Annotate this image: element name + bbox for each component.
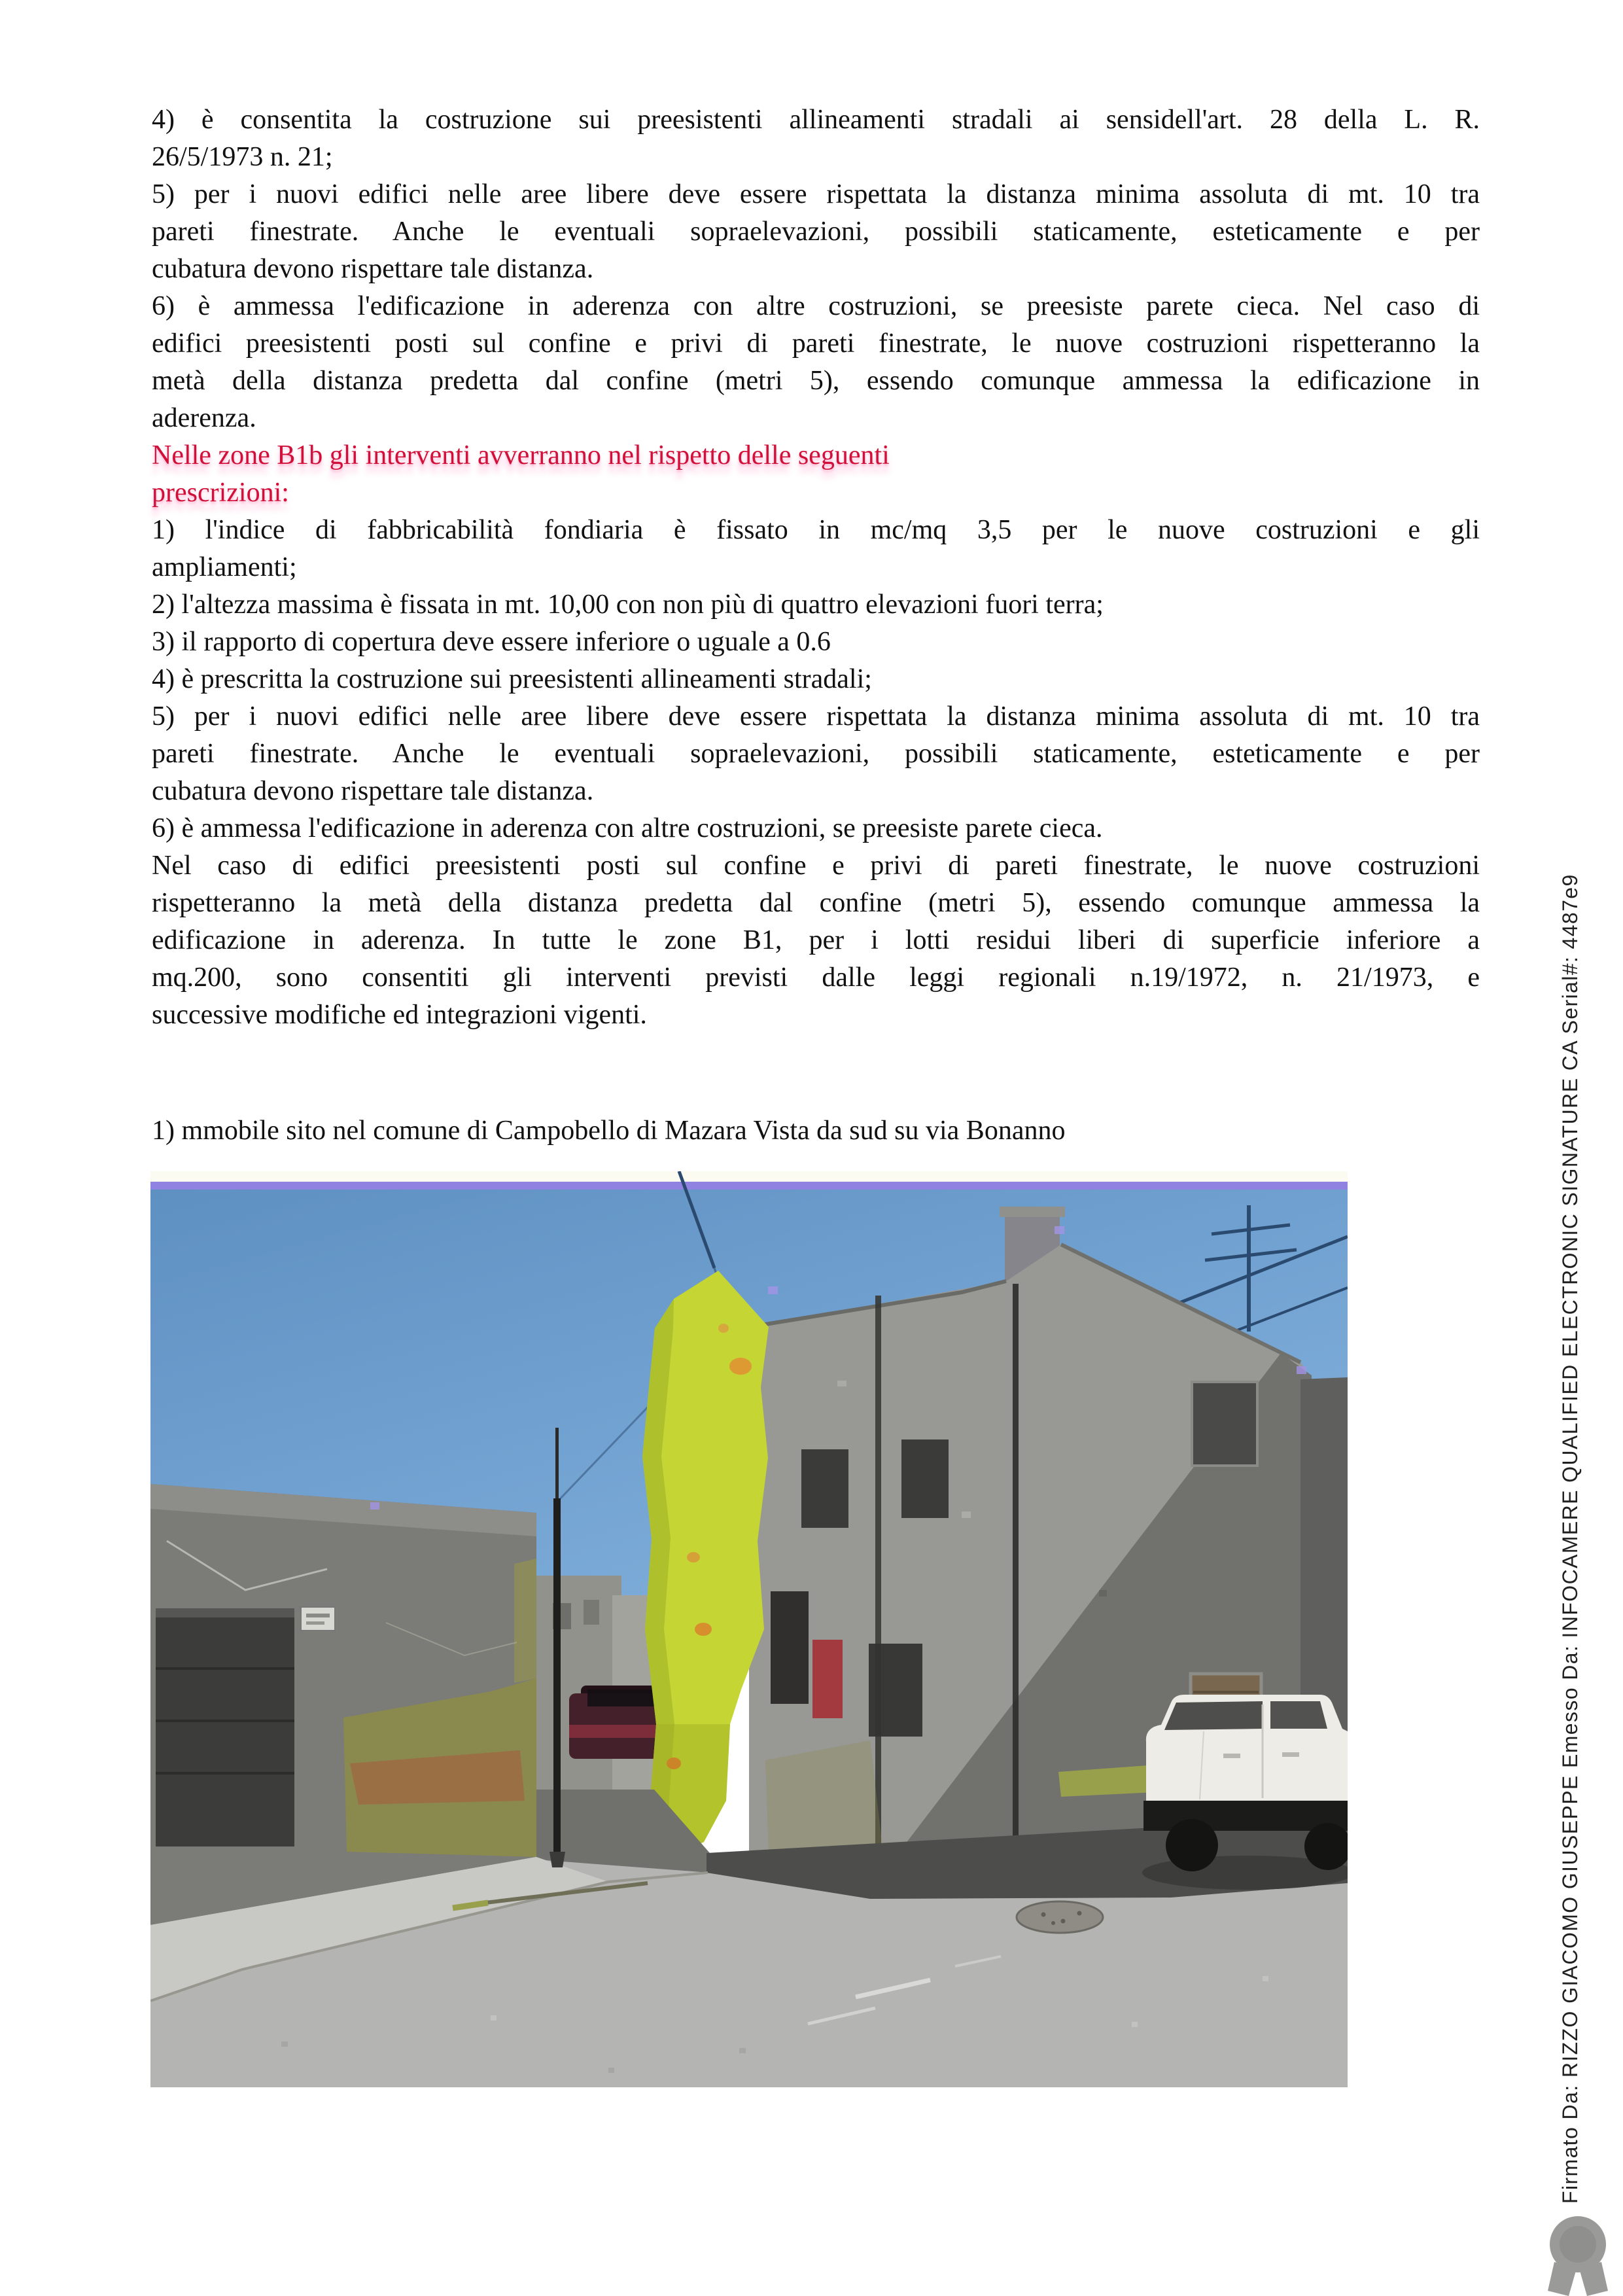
drainpipe — [1013, 1284, 1019, 1846]
signature-ribbon-icon — [1541, 2215, 1614, 2296]
text-line: 5) per i nuovi edifici nelle aree libere deve essere rispettata la distanza minima assoluta di mt. 10 tra — [152, 701, 1480, 732]
photo-caption: 1) mmobile sito nel comune di Campobello di Mazara Vista da sud su via Bonanno — [152, 1116, 1066, 1146]
doorway — [771, 1591, 809, 1704]
garage-door — [156, 1614, 294, 1846]
body-text — [152, 101, 1480, 1034]
window — [801, 1449, 848, 1528]
text-line: 1) l'indice di fabbricabilità fondiaria è fissato in mc/mq 3,5 per le nuove costruzioni e gli — [152, 515, 1480, 545]
window — [1192, 1382, 1257, 1466]
text-line: Nel caso di edifici preesistenti posti sul confine e privi di pareti finestrate, le nuove costruzioni — [152, 851, 1480, 881]
digital-signature-stamp: Firmato Da: RIZZO GIACOMO GIUSEPPE Emesso Da: INFOCAMERE QUALIFIED ELECTRONIC SIGNATURE CA Serial#: 4487e9 — [1558, 874, 1582, 2204]
text-line: cubatura devono rispettare tale distanza. — [152, 776, 594, 806]
white-car — [1142, 1695, 1348, 1890]
text-line: ampliamenti; — [152, 552, 297, 582]
text-line: 26/5/1973 n. 21; — [152, 142, 333, 172]
text-line: prescrizioni: — [152, 478, 289, 508]
text-line: pareti finestrate. Anche le eventuali sopraelevazioni, possibili staticamente, esteticamente e per — [152, 217, 1480, 247]
property-photo — [150, 1171, 1348, 2087]
text-line: Nelle zone B1b gli interventi avverranno nel rispetto delle seguenti — [152, 440, 890, 470]
manhole-cover — [1017, 1901, 1103, 1933]
sky-purple-band — [150, 1182, 1348, 1191]
text-line: successive modifiche ed integrazioni vigenti. — [152, 1000, 647, 1030]
text-line: pareti finestrate. Anche le eventuali sopraelevazioni, possibili staticamente, esteticamente e per — [152, 739, 1480, 769]
photo-top-strip — [150, 1171, 1348, 1183]
text-line: 2) l'altezza massima è fissata in mt. 10,00 con non più di quattro elevazioni fuori terra; — [152, 590, 1104, 620]
wall-sign — [301, 1607, 335, 1631]
text-line: 4) è consentita la costruzione sui preesistenti allineamenti stradali ai sensidell'art. 28 della L. R. — [152, 105, 1480, 135]
text-line: edificazione in aderenza. In tutte le zone B1, per i lotti residui liberi di superficie inferiore a — [152, 925, 1480, 955]
text-line: mq.200, sono consentiti gli interventi previsti dalle leggi regionali n.19/1972, n. 21/1973, e — [152, 963, 1480, 993]
red-door — [812, 1640, 843, 1718]
text-line: cubatura devono rispettare tale distanza. — [152, 254, 594, 284]
text-line: 4) è prescritta la costruzione sui preesistenti allineamenti stradali; — [152, 664, 872, 694]
text-line: 5) per i nuovi edifici nelle aree libere deve essere rispettata la distanza minima assoluta di mt. 10 tra — [152, 179, 1480, 209]
text-line: rispetteranno la metà della distanza predetta dal confine (metri 5), essendo comunque ammessa la — [152, 888, 1480, 918]
window — [901, 1439, 949, 1518]
text-line: 3) il rapporto di copertura deve essere inferiore o uguale a 0.6 — [152, 627, 831, 657]
left-building — [150, 1484, 536, 1925]
text-line: 6) è ammessa l'edificazione in aderenza con altre costruzioni, se preesiste parete cieca. Nel caso di — [152, 291, 1480, 321]
text-line: 6) è ammessa l'edificazione in aderenza con altre costruzioni, se preesiste parete cieca. — [152, 813, 1103, 843]
drainpipe — [875, 1296, 881, 1852]
text-line: aderenza. — [152, 403, 256, 433]
text-line: edifici preesistenti posti sul confine e privi di pareti finestrate, le nuove costruzioni rispetteranno la — [152, 328, 1480, 359]
text-line: metà della distanza predetta dal confine (metri 5), essendo comunque ammessa la edificazione in — [152, 366, 1480, 396]
